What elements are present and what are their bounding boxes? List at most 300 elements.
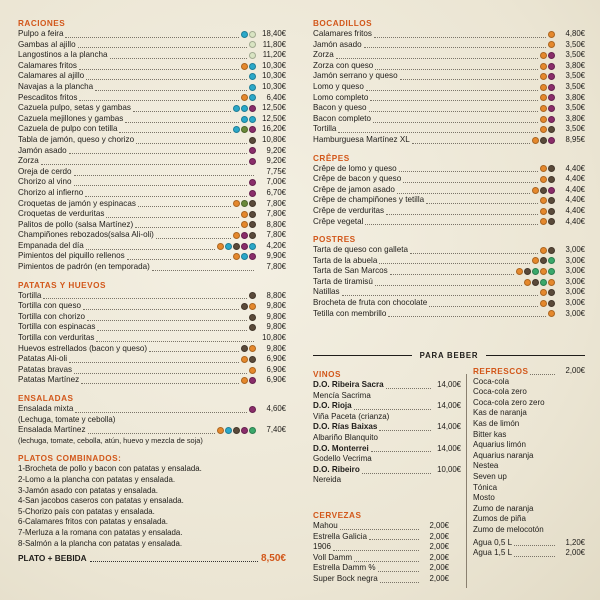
menu-item (313, 124, 585, 135)
vertical-divider (466, 374, 467, 588)
allergen-icon (249, 356, 256, 363)
menu-item (313, 465, 461, 476)
allergen-icon (540, 126, 547, 133)
dotted-leader (125, 116, 239, 123)
dotted-leader (110, 52, 247, 59)
allergen-icon (233, 232, 240, 239)
item-name: Gambas al ajillo (18, 39, 76, 49)
menu-item (313, 135, 585, 146)
menu-item (18, 344, 286, 355)
allergen-icon (548, 300, 555, 307)
allergen-icons (540, 176, 555, 183)
item-name: Tarta de la abuela (313, 255, 378, 265)
crepes-section (313, 153, 585, 228)
allergen-icon (540, 105, 547, 112)
item-price: 4,40€ (565, 216, 585, 226)
menu-item (313, 422, 461, 433)
menu-item (313, 287, 585, 298)
allergen-icon (217, 243, 224, 250)
left-column (18, 14, 286, 564)
allergen-icon (241, 232, 248, 239)
section-title: REFRESCOS (473, 366, 529, 376)
allergen-icon (548, 289, 555, 296)
dotted-leader (369, 105, 538, 112)
menu-item (18, 188, 286, 199)
item-name: D.O. Rioja (313, 401, 352, 411)
dotted-leader (156, 232, 231, 239)
allergen-icon (540, 176, 547, 183)
dotted-leader (370, 94, 538, 101)
item-price: 10,30€ (262, 60, 286, 70)
dotted-leader (365, 218, 538, 225)
menu-item (18, 29, 286, 40)
item-name: Tarta de San Marcos (313, 266, 388, 276)
allergen-icon (540, 84, 547, 91)
dotted-leader (362, 467, 431, 474)
item-price: 9,80€ (266, 311, 286, 321)
menu-item (313, 195, 585, 206)
para-beber-header (313, 349, 585, 361)
dotted-leader (410, 247, 538, 254)
allergen-icon (532, 187, 539, 194)
dotted-leader (375, 279, 522, 286)
allergen-icon (241, 303, 248, 310)
dotted-leader (530, 368, 555, 375)
item-price: 4,60€ (266, 404, 286, 413)
allergen-icon (548, 137, 555, 144)
allergen-icon (249, 41, 256, 48)
plato-item: 4-San jacobos caseros con patatas y ensalada. (18, 496, 184, 506)
item-price: 3,00€ (565, 298, 585, 308)
allergen-icon (540, 289, 547, 296)
dotted-leader (399, 165, 538, 172)
menu-item (313, 521, 449, 532)
allergen-icons (249, 324, 256, 331)
dotted-leader (400, 73, 538, 80)
item-name: Hamburguesa Martínez XL (313, 134, 410, 144)
allergen-icon (548, 63, 555, 70)
allergen-icon (249, 94, 256, 101)
allergen-icon (249, 427, 256, 434)
item-price: 12,50€ (262, 113, 286, 123)
allergen-icon (249, 158, 256, 165)
allergen-icons (516, 268, 555, 275)
item-name: Zorza (313, 50, 334, 60)
item-price: 9,80€ (266, 322, 286, 332)
plato-item: 5-Chorizo país con patatas y ensalada. (18, 506, 155, 516)
platos-list (18, 464, 286, 549)
item-name: Tabla de jamón, queso y chorizo (18, 134, 135, 144)
item-price: 2,00€ (565, 548, 585, 558)
item-price: 9,90€ (266, 251, 286, 261)
allergen-icon (249, 190, 256, 197)
item-price: 8,80€ (266, 290, 286, 300)
item-price: 9,80€ (266, 301, 286, 311)
allergen-icons (540, 116, 555, 123)
item-name: Brocheta de fruta con chocolate (313, 298, 428, 308)
allergen-icon (540, 63, 547, 70)
dotted-leader (354, 555, 419, 562)
item-name: Ensalada Martínez (18, 425, 86, 435)
item-price: 9,20€ (266, 145, 286, 155)
menu-item (18, 375, 286, 386)
allergen-icons (233, 253, 256, 260)
item-name: Huevos estrellados (bacon y queso) (18, 343, 148, 353)
menu-item (313, 114, 585, 125)
item-price: 10,80€ (262, 333, 286, 343)
dotted-leader (127, 253, 231, 260)
allergen-icon (241, 221, 248, 228)
drink-item: Coca-cola (473, 376, 510, 386)
menu-item (18, 354, 286, 365)
allergen-icons (540, 94, 555, 101)
allergen-icon (249, 292, 256, 299)
drink-item: Zumo de naranja (473, 503, 534, 513)
menu-item (18, 146, 286, 157)
item-name: Champiñones rebozados(salsa Ali-oli) (18, 230, 154, 240)
dotted-leader (403, 176, 538, 183)
item-name: Tarta de tiramisú (313, 276, 373, 286)
item-name: Tortilla con chorizo (18, 311, 86, 321)
allergen-icon (532, 279, 539, 286)
item-name: Voll Damm (313, 552, 353, 562)
allergen-icons (532, 257, 555, 264)
menu-item (18, 301, 286, 312)
allergen-icons (524, 279, 555, 286)
allergen-icons (532, 187, 555, 194)
allergen-icon (241, 126, 248, 133)
item-name: Crêpe de lomo y queso (313, 163, 397, 173)
menu-item (313, 61, 585, 72)
item-name: Crêpe de bacon y queso (313, 174, 402, 184)
allergen-icons (540, 208, 555, 215)
allergen-icon (233, 105, 240, 112)
allergen-icon (249, 367, 256, 374)
item-name: Agua 1,5 L (473, 548, 513, 558)
allergen-icon (540, 268, 547, 275)
plato-bebida-row (18, 552, 286, 564)
dotted-leader (514, 539, 555, 546)
item-price: 2,00€ (429, 563, 449, 573)
allergen-icons (249, 314, 256, 321)
menu-item (18, 177, 286, 188)
menu-item (18, 61, 286, 72)
allergen-icon (249, 303, 256, 310)
allergen-icon (217, 427, 224, 434)
dotted-leader (97, 324, 247, 331)
dotted-leader (429, 300, 538, 307)
item-price: 14,00€ (437, 380, 461, 389)
menu-item (473, 548, 585, 559)
item-price: 6,70€ (266, 187, 286, 197)
dotted-leader (379, 424, 431, 431)
vinos-list (313, 380, 461, 486)
allergen-icon (249, 221, 256, 228)
allergen-icon (540, 247, 547, 254)
platos-section (18, 453, 286, 564)
plato-item: 6-Calamares fritos con patatas y ensalada. (18, 517, 168, 527)
dotted-leader (74, 179, 247, 186)
allergen-icon (241, 63, 248, 70)
item-price: 3,00€ (565, 287, 585, 297)
allergen-icon (249, 147, 256, 154)
raciones-list (18, 29, 286, 273)
dotted-leader (95, 84, 247, 91)
dotted-leader (336, 52, 538, 59)
item-name: Empanada del día (18, 240, 84, 250)
item-price: 2,00€ (429, 521, 449, 530)
dotted-leader (397, 187, 530, 194)
allergen-icon (233, 243, 240, 250)
allergen-icon (548, 218, 555, 225)
allergen-icon (548, 94, 555, 101)
allergen-icon (225, 243, 232, 250)
menu-item (18, 199, 286, 210)
dotted-leader (88, 427, 216, 434)
allergen-icon (225, 427, 232, 434)
item-name: Croquetas de jamón y espinacas (18, 198, 136, 208)
allergen-icon (540, 208, 547, 215)
allergen-icons (249, 292, 256, 299)
allergen-icon (249, 406, 256, 413)
menu-item (18, 230, 286, 241)
allergen-icon (249, 105, 256, 112)
dotted-leader (83, 303, 239, 310)
section-title: POSTRES (313, 235, 356, 245)
menu-item (313, 206, 585, 217)
drink-item: Coca-cola zero zero (473, 397, 545, 407)
menu-item (313, 71, 585, 82)
allergen-icons (241, 221, 256, 228)
allergen-icons (249, 147, 256, 154)
right-column (313, 14, 585, 319)
item-name: Lomo completo (313, 92, 369, 102)
menu-item (18, 365, 286, 376)
item-price: 3,50€ (565, 50, 585, 60)
item-price: 6,90€ (266, 354, 286, 364)
wine-name: Nereida (313, 475, 342, 485)
crepes-list (313, 164, 585, 228)
item-price: 7,75€ (266, 166, 286, 176)
dotted-leader (87, 314, 247, 321)
refrescos-price: 2,00€ (565, 366, 585, 375)
allergen-icon (249, 243, 256, 250)
menu-item (313, 266, 585, 277)
menu-item (313, 277, 585, 288)
menu-item (18, 50, 286, 61)
menu-item (313, 40, 585, 51)
allergen-icon (540, 52, 547, 59)
allergen-icon (548, 247, 555, 254)
item-price: 3,50€ (565, 71, 585, 81)
allergen-icon (241, 105, 248, 112)
item-name: Tortilla con queso (18, 301, 81, 311)
item-name: Agua 0,5 L (473, 537, 513, 547)
dotted-leader (74, 367, 247, 374)
item-price: 7,80€ (266, 198, 286, 208)
allergen-icon (249, 253, 256, 260)
allergen-icons (241, 31, 256, 38)
dotted-leader (69, 356, 239, 363)
allergen-icon (249, 324, 256, 331)
menu-item (313, 217, 585, 228)
menu-item (313, 50, 585, 61)
allergen-icon (548, 279, 555, 286)
allergen-icons (241, 94, 256, 101)
allergen-icon (241, 427, 248, 434)
item-price: 3,50€ (565, 124, 585, 134)
dotted-leader (390, 268, 514, 275)
allergen-icons (540, 247, 555, 254)
dotted-leader (514, 550, 555, 557)
drink-item: Bitter kas (473, 429, 507, 439)
dotted-leader (364, 41, 546, 48)
menu-item (18, 241, 286, 252)
allergen-icons (241, 211, 256, 218)
menu-item (18, 262, 286, 273)
vinos-section (313, 366, 461, 486)
wine-name: Albariño Blanquito (313, 432, 378, 442)
refrescos-section (473, 366, 585, 559)
allergen-icons (540, 63, 555, 70)
plato-item: 8-Salmón a la plancha con patatas y ensalada. (18, 538, 183, 548)
dotted-leader (138, 200, 231, 207)
section-title: PATATAS Y HUEVOS (18, 280, 106, 290)
allergen-icon (540, 218, 547, 225)
menu-item (313, 298, 585, 309)
item-price: 8,80€ (266, 219, 286, 229)
item-price: 11,80€ (262, 39, 286, 49)
menu-item (18, 291, 286, 302)
refrescos-list (473, 377, 585, 536)
item-name: Jamón asado (18, 145, 67, 155)
item-name: Oreja de cerdo (18, 166, 72, 176)
dotted-leader (136, 137, 247, 144)
dotted-leader (386, 208, 538, 215)
menu-item (313, 174, 585, 185)
item-name: Patatas Martínez (18, 375, 80, 385)
allergen-icon (548, 197, 555, 204)
allergen-icons (233, 232, 256, 239)
agua-list (473, 538, 585, 559)
dotted-leader (86, 73, 247, 80)
ensaladas-section (18, 393, 286, 446)
allergen-icons (241, 303, 256, 310)
menu-item (18, 114, 286, 125)
drink-item: Aquarius limón (473, 440, 526, 450)
dotted-leader (41, 158, 247, 165)
allergen-icons (249, 406, 256, 413)
allergen-icons (233, 200, 256, 207)
allergen-icons (249, 190, 256, 197)
item-price: 14,00€ (437, 422, 461, 432)
menu-item (313, 574, 449, 585)
item-name: D.O. Rías Baixas (313, 422, 378, 432)
cervezas-list (313, 521, 449, 585)
dotted-leader (340, 523, 419, 530)
item-price: 10,80€ (262, 134, 286, 144)
menu-item (18, 322, 286, 333)
allergen-icon (548, 84, 555, 91)
allergen-icon (249, 232, 256, 239)
item-name: Pescaditos fritos (18, 92, 78, 102)
item-price: 7,80€ (266, 262, 286, 272)
section-title: VINOS (313, 370, 341, 379)
allergen-icon (540, 137, 547, 144)
item-name: Pulpo a feira (18, 29, 64, 38)
item-name: Tortilla (18, 290, 42, 300)
menu-item (313, 444, 461, 455)
dotted-leader (338, 126, 538, 133)
allergen-icons (540, 73, 555, 80)
allergen-icons (241, 345, 256, 352)
patatas-section (18, 280, 286, 386)
allergen-icons (217, 243, 256, 250)
menu-item (313, 256, 585, 267)
dotted-leader (152, 264, 254, 271)
allergen-icon (548, 310, 555, 317)
allergen-icon (249, 31, 256, 38)
menu-item (313, 82, 585, 93)
allergen-icons (241, 116, 256, 123)
allergen-icon (233, 427, 240, 434)
item-name: Estrella Galicia (313, 531, 367, 541)
allergen-icons (241, 63, 256, 70)
dotted-leader (374, 31, 546, 38)
item-name: Super Bock negra (313, 573, 378, 583)
allergen-icon (540, 300, 547, 307)
allergen-icon (548, 257, 555, 264)
item-price: 12,50€ (262, 103, 286, 113)
patatas-list (18, 291, 286, 386)
item-price: 3,80€ (565, 92, 585, 102)
item-name: Tortilla con verduritas (18, 333, 95, 343)
allergen-icons (540, 197, 555, 204)
allergen-icon (233, 253, 240, 260)
para-beber-title: PARA BEBER (419, 350, 479, 360)
menu-item (313, 164, 585, 175)
item-price: 4,40€ (565, 205, 585, 215)
menu-item (313, 401, 461, 412)
item-name: Estrella Damm % (313, 563, 376, 573)
item-price: 16,20€ (262, 124, 286, 134)
menu-item (18, 333, 286, 344)
dotted-leader (149, 345, 239, 352)
menu-item (18, 40, 286, 51)
item-name: Pimientos de padrón (en temporada) (18, 262, 150, 272)
dotted-leader (373, 116, 538, 123)
allergen-icons (249, 84, 256, 91)
item-name: Ensalada mixta (18, 404, 74, 413)
section-title: CERVEZAS (313, 511, 362, 520)
dotted-leader (90, 554, 258, 562)
dotted-leader (119, 126, 231, 133)
allergen-icon (241, 200, 248, 207)
postres-section (313, 234, 585, 319)
plato-label: PLATO + BEBIDA (18, 553, 87, 564)
menu-item (18, 425, 286, 436)
menu-item (313, 29, 585, 40)
menu-item (18, 103, 286, 114)
item-name: Bacon y queso (313, 103, 367, 113)
allergen-icon (540, 187, 547, 194)
drink-item: Tónica (473, 482, 498, 492)
allergen-icon (540, 116, 547, 123)
allergen-icon (532, 257, 539, 264)
item-name: Croquetas de verduritas (18, 209, 105, 219)
item-name: Zorza (18, 156, 39, 166)
allergen-icon (249, 314, 256, 321)
